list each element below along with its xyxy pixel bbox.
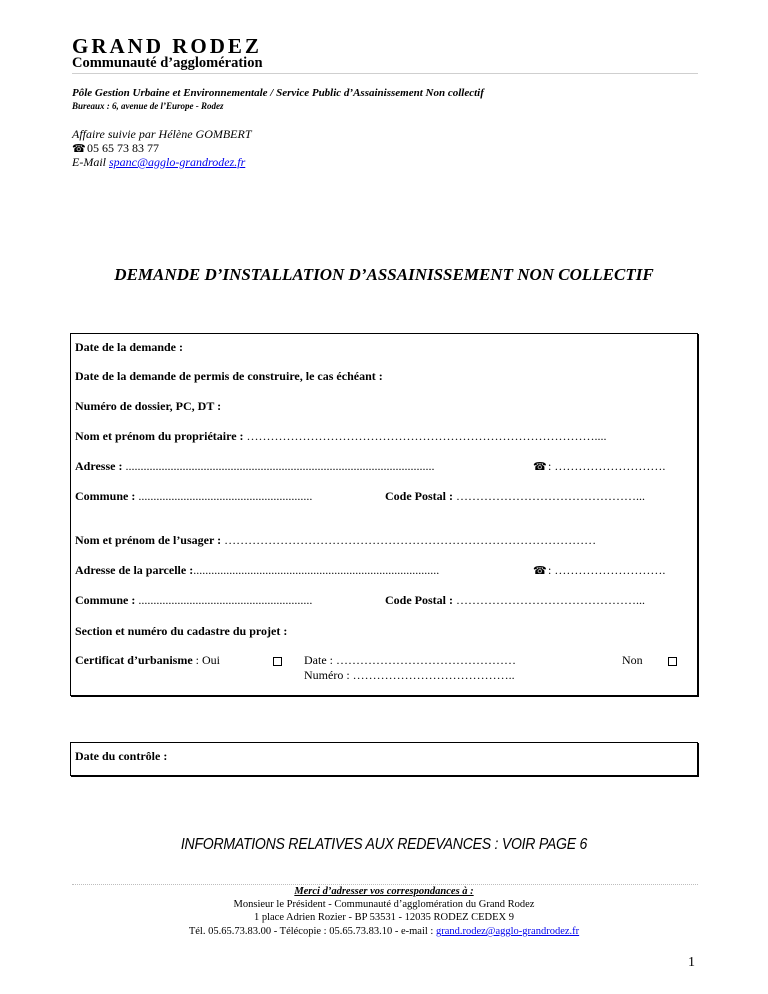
office-address: Bureaux : 6, avenue de l’Europe - Rodez: [72, 101, 224, 111]
field-proprietaire[interactable]: Nom et prénom du propriétaire : ……………………………………………………………………………....: [75, 429, 607, 443]
field-date-controle[interactable]: Date du contrôle :: [75, 749, 168, 763]
field-date-permis[interactable]: Date de la demande de permis de construire, le cas échéant :: [75, 369, 383, 383]
field-adresse[interactable]: Adresse : .......................................................................................................: [75, 459, 435, 473]
footer-contacts: Tél. 05.65.73.83.00 - Télécopie : 05.65.73.83.10 - e-mail : grand.rodez@agglo-grandrodez.fr: [188, 926, 580, 937]
email-link[interactable]: spanc@agglo-grandrodez.fr: [109, 155, 246, 169]
contact-email: [72, 155, 245, 170]
header-divider: [72, 73, 698, 74]
field-num-dossier[interactable]: Numéro de dossier, PC, DT :: [75, 399, 222, 413]
field-usager[interactable]: Nom et prénom de l’usager : …………………………………………………………………………………: [75, 533, 597, 547]
contact-phone: [72, 141, 159, 156]
field-cadastre[interactable]: Section et numéro du cadastre du projet :: [75, 624, 288, 638]
email-label: E-Mail: [72, 155, 109, 169]
certificat-urbanisme-label: Certificat d’urbanisme : Oui: [75, 653, 220, 667]
page-number: 1: [688, 955, 695, 970]
fees-info-banner: INFORMATIONS RELATIVES AUX REDEVANCES : VOIR PAGE 6: [180, 836, 588, 853]
checkbox-non[interactable]: [668, 653, 677, 668]
field-date-certificat[interactable]: Date : ………………………………………: [304, 653, 516, 667]
request-form-box: [70, 333, 698, 696]
field-commune-parcelle[interactable]: Commune : ..........................................................: [75, 593, 313, 607]
field-code-postal[interactable]: Code Postal : ………………………………………...: [385, 489, 645, 503]
footer-merci: Merci d’adresser vos correspondances à :: [294, 886, 474, 897]
field-telephone-parcelle[interactable]: ☎ : ……………………….: [533, 563, 666, 577]
footer-email-link[interactable]: grand.rodez@agglo-grandrodez.fr: [435, 926, 580, 937]
footer-divider: [72, 884, 698, 885]
checkbox-oui[interactable]: [273, 653, 282, 668]
org-subtitle: Communauté d’agglomération: [72, 55, 263, 71]
org-name: GRAND RODEZ: [72, 34, 262, 58]
field-telephone[interactable]: ☎ : ……………………….: [533, 459, 666, 473]
contact-person: Affaire suivie par Hélène GOMBERT: [72, 127, 252, 141]
department-name: Pôle Gestion Urbaine et Environnementale / Service Public d’Assainissement Non collectif: [72, 87, 484, 99]
field-numero-certificat[interactable]: Numéro : …………………………………..: [304, 668, 515, 682]
telephone-icon: ☎: [533, 565, 547, 577]
footer-address: 1 place Adrien Rozier - BP 53531 - 12035 RODEZ CEDEX 9: [253, 912, 515, 923]
contact-phone-number: 05 65 73 83 77: [87, 141, 159, 155]
footer-recipient: Monsieur le Président - Communauté d’agglomération du Grand Rodez: [233, 899, 535, 910]
telephone-icon: ☎: [72, 143, 86, 155]
non-label: Non: [622, 653, 643, 667]
field-date-demande[interactable]: Date de la demande :: [75, 340, 183, 354]
telephone-icon: ☎: [533, 461, 547, 473]
field-adresse-parcelle[interactable]: Adresse de la parcelle :..................................................................................: [75, 563, 440, 577]
document-title: DEMANDE D’INSTALLATION D’ASSAINISSEMENT NON COLLECTIF: [114, 265, 654, 284]
field-code-postal-parcelle[interactable]: Code Postal : ………………………………………...: [385, 593, 645, 607]
field-commune[interactable]: Commune : ..........................................................: [75, 489, 313, 503]
